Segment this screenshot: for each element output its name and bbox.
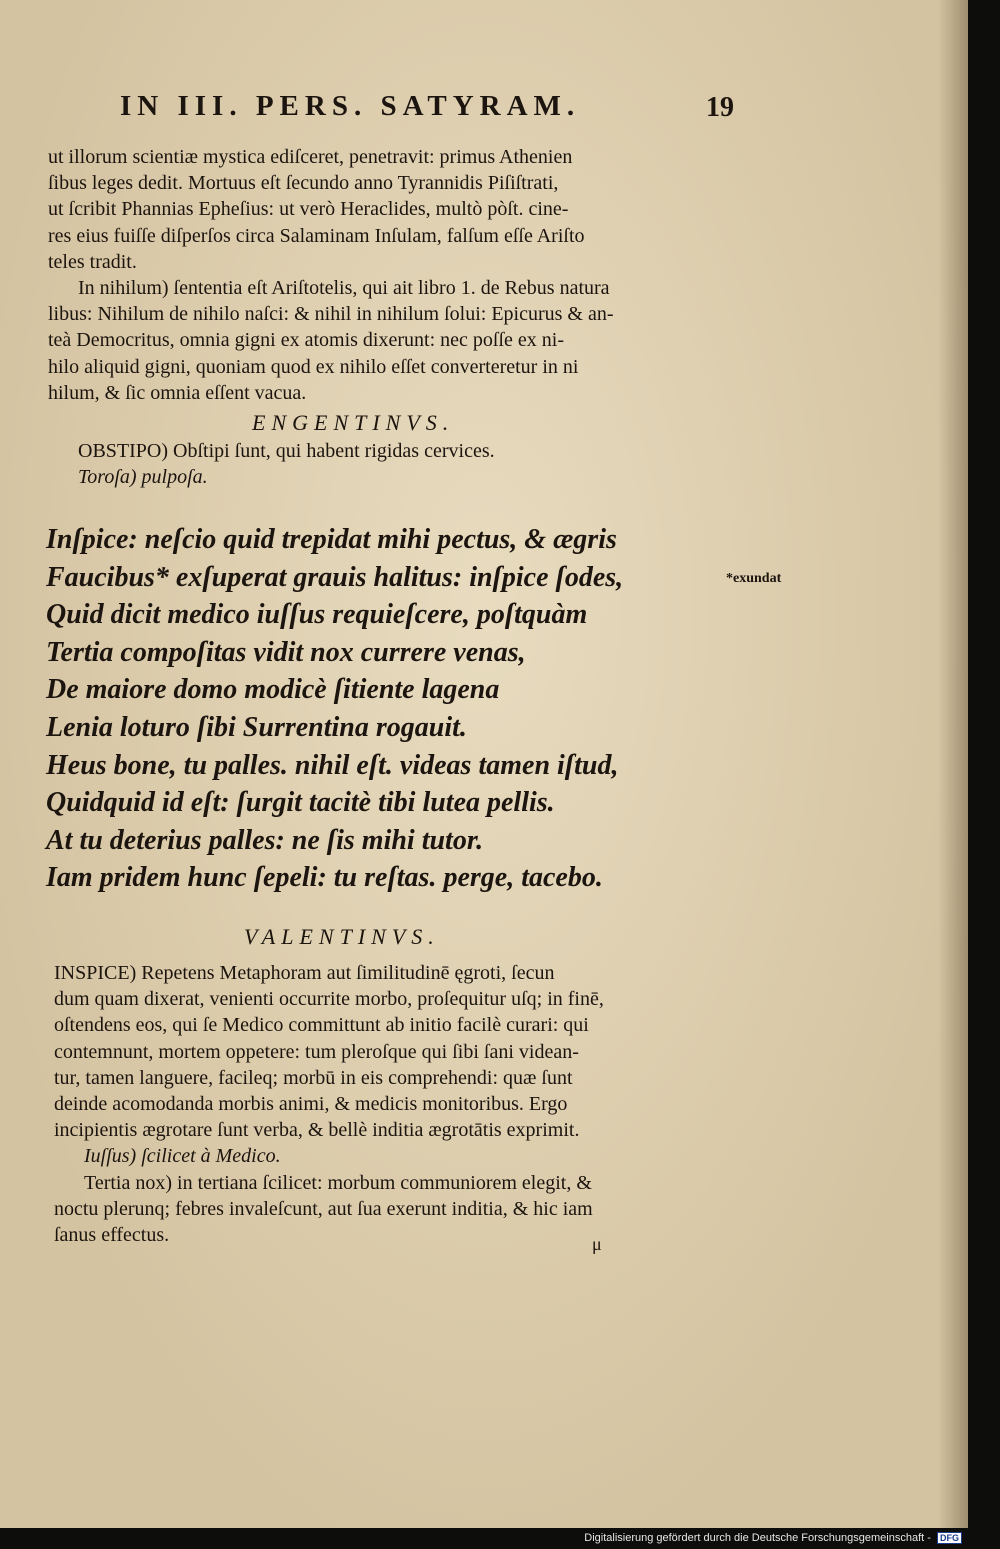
text-line: tur, tamen languere, facileq; morbū in eis comprehendi: quæ ſunt bbox=[54, 1066, 573, 1089]
text-line: deinde acomodanda morbis animi, & medicis monitoribus. Ergo bbox=[54, 1093, 568, 1116]
commentary-top bbox=[48, 144, 738, 406]
text-line: INSPICE) Repetens Metaphoram aut ſimilitudinē ęgroti, ſecun bbox=[54, 962, 555, 984]
verse-line: Iam pridem hunc ſepeli: tu reſtas. perge, tacebo. bbox=[46, 862, 603, 894]
text-line: ut ſcribit Phannias Epheſius: ut verò Heraclides, multò pòſt. cine- bbox=[48, 198, 569, 221]
section-heading-engentinus: ENGENTINVS. bbox=[252, 410, 455, 435]
text-line: teles tradit. bbox=[48, 250, 137, 273]
verse-block bbox=[46, 521, 696, 897]
text-line: incipientis ægrotare ſunt verba, & bellè inditia ægrotātis exprimit. bbox=[54, 1119, 580, 1142]
text-line: hilum, & ſic omnia eſſent vacua. bbox=[48, 381, 307, 404]
text-line: noctu plerunq; febres invaleſcunt, aut ſua exerunt inditia, & hic iam bbox=[54, 1197, 593, 1220]
signature-mark: μ bbox=[592, 1234, 602, 1254]
digitization-footer bbox=[584, 1532, 962, 1544]
text-line: Toroſa) pulpoſa. bbox=[78, 466, 208, 489]
verse-line: Inſpice: neſcio quid trepidat mihi pectus, & ægris bbox=[46, 524, 617, 555]
verse-line: Faucibus* exſuperat grauis halitus: inſpice ſodes, bbox=[46, 561, 624, 593]
text-line: dum quam dixerat, venienti occurrite morbo, proſequitur uſq; in finē, bbox=[54, 988, 604, 1011]
text-line: oſtendens eos, qui ſe Medico committunt ab initio facilè curari: qui bbox=[54, 1014, 589, 1037]
text-line: OBSTIPO) Obſtipi ſunt, qui habent rigidas cervices. bbox=[78, 440, 495, 462]
text-line: ut illorum scientiæ mystica ediſceret, penetravit: primus Athenien bbox=[48, 146, 573, 168]
verse-line: Quid dicit medico iuſſus requieſcere, poſtquàm bbox=[46, 599, 588, 631]
section-heading-valentinus: VALENTINVS. bbox=[244, 924, 440, 949]
page-number: 19 bbox=[706, 92, 734, 123]
text-line: ſanus effectus. bbox=[54, 1224, 170, 1247]
footer-text: Digitalisierung gefördert durch die Deutsche Forschungsgemeinschaft - bbox=[584, 1532, 931, 1544]
text-line: teà Democritus, omnia gigni ex atomis dixerunt: nec poſſe ex ni- bbox=[48, 329, 564, 352]
verse-line: Lenia loturo ſibi Surrentina rogauit. bbox=[46, 711, 467, 743]
dfg-logo: DFG bbox=[937, 1532, 962, 1544]
margin-note: *exundat bbox=[726, 571, 782, 586]
text-line: Tertia nox) in tertiana ſcilicet: morbum communiorem elegit, & bbox=[84, 1171, 592, 1194]
verse-line: Heus bone, tu palles. nihil eſt. videas tamen iſtud, bbox=[46, 749, 619, 781]
text-line: ſibus leges dedit. Mortuus eſt ſecundo anno Tyrannidis Piſiſtrati, bbox=[48, 172, 559, 195]
text-line: Iuſſus) ſcilicet à Medico. bbox=[84, 1145, 281, 1168]
verse-line: De maiore domo modicè ſitiente lagena bbox=[46, 674, 500, 706]
section1-body bbox=[48, 438, 738, 490]
text-line: res eius fuiſſe diſperſos circa Salaminam Inſulam, falſum eſſe Ariſto bbox=[48, 224, 585, 247]
text-line: libus: Nihilum de nihilo naſci: & nihil in nihilum ſolui: Epicurus & an- bbox=[48, 303, 614, 326]
text-line: contemnunt, mortem oppetere: tum pleroſque qui ſibi ſani videan- bbox=[54, 1040, 579, 1063]
section2-body bbox=[54, 960, 734, 1248]
verse-line: At tu deterius palles: ne ſis mihi tutor. bbox=[46, 824, 484, 856]
running-head: IN III. PERS. SATYRAM. bbox=[120, 90, 581, 122]
page-edge-shadow bbox=[938, 0, 968, 1528]
text-line: In nihilum) ſententia eſt Ariſtotelis, qui ait libro 1. de Rebus natura bbox=[78, 277, 610, 300]
verse-line: Tertia compoſitas vidit nox currere venas, bbox=[46, 636, 526, 668]
text-line: hilo aliquid gigni, quoniam quod ex nihilo eſſet converteretur in ni bbox=[48, 355, 579, 378]
verse-line: Quidquid id eſt: ſurgit tacitè tibi lutea pellis. bbox=[46, 787, 555, 819]
